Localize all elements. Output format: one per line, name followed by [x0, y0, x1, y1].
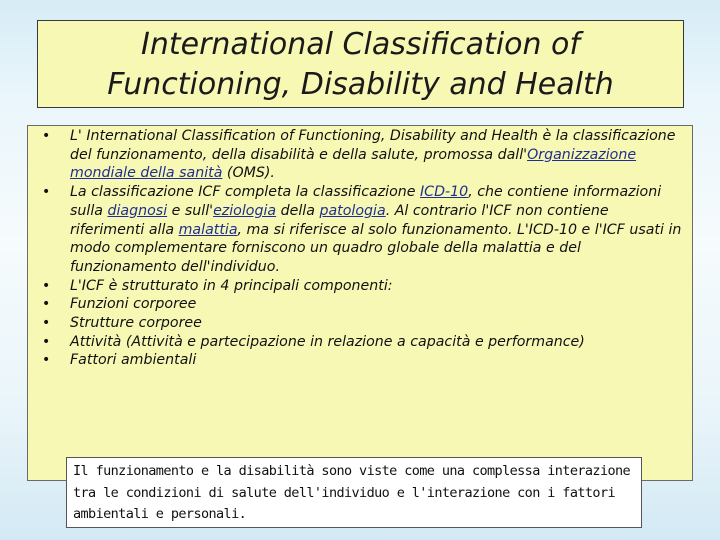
slide-title — [107, 25, 614, 105]
bullet-item-7 — [42, 351, 687, 370]
bullet-item-4 — [42, 295, 687, 314]
bullet-5-text: Strutture corporee — [70, 315, 202, 332]
bullet-3-text: L'ICF è strutturato in 4 principali componenti: — [70, 277, 393, 294]
title-box — [37, 20, 684, 108]
content-box — [27, 125, 693, 481]
link-patologia[interactable]: patologia — [319, 202, 386, 219]
link-icd10[interactable]: ICD-10 — [420, 184, 469, 201]
bullet-2-part-d: della — [276, 202, 320, 219]
bullet-7-text: Fattori ambientali — [70, 352, 197, 369]
title-line-1: International Classification of — [141, 27, 580, 62]
bullet-2-part-b: , che contiene informazioni sulla — [70, 184, 662, 219]
link-oms[interactable]: Organizzazione mondiale della sanità — [70, 146, 637, 182]
bullet-4-text: Funzioni corporee — [70, 296, 197, 313]
bullet-dot: • — [42, 296, 51, 313]
bullet-2-part-a: La classificazione ICF completa la classificazione — [70, 184, 420, 201]
bullet-1-end: (OMS). — [222, 165, 275, 182]
link-eziologia[interactable]: eziologia — [213, 202, 277, 219]
title-line-2: Functioning, Disability and Health — [107, 67, 614, 102]
bullet-item-2 — [42, 183, 687, 277]
bullet-dot: • — [42, 333, 51, 350]
bullet-2-part-e: . Al contrario l'ICF non contiene riferimenti alla — [70, 202, 609, 238]
bullet-item-6 — [42, 333, 687, 352]
bullet-2-part-f: , ma si riferisce al solo funzionamento. L'ICD-10 e l'ICF usati in modo complementare forniscono un quadro globale della malattia e del funzionamento dell'individuo. — [70, 221, 682, 275]
bullet-item-3 — [42, 277, 687, 296]
bullet-dot: • — [42, 128, 51, 144]
bullet-6-text: Attività (Attività e partecipazione in relazione a capacità e performance) — [70, 333, 585, 350]
bullet-item-5 — [42, 314, 687, 333]
bullet-item-1 — [42, 127, 687, 183]
bullet-1-text: L' International Classification of Functioning, Disability and Health è la classificazione del funzionamento, della disabilità e della salute, promossa dall' — [70, 128, 676, 163]
link-diagnosi[interactable]: diagnosi — [107, 202, 168, 219]
bullet-dot: • — [42, 184, 51, 201]
caption-box — [66, 457, 642, 528]
link-malattia[interactable]: malattia — [178, 221, 238, 238]
bullet-dot: • — [42, 277, 51, 294]
bullet-list — [42, 127, 687, 370]
bullet-2-part-c: e sull' — [167, 202, 214, 219]
bullet-dot: • — [42, 352, 51, 369]
bullet-dot: • — [42, 315, 51, 332]
caption-text: Il funzionamento e la disabilità sono viste come una complessa interazione tra le condizioni di salute dell'individuo e l'interazione con i fattori ambientali e personali. — [73, 463, 631, 522]
